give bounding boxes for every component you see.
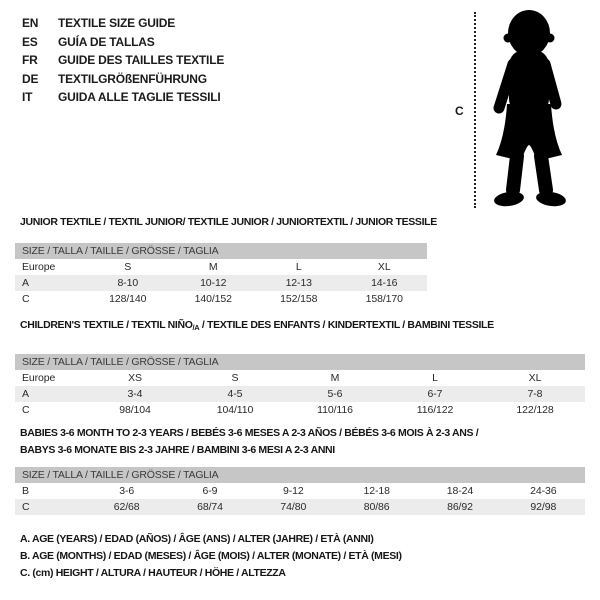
- section-title: [20, 318, 585, 335]
- footnote-a: A. AGE (YEARS) / EDAD (AÑOS) / ÂGE (ANS) / ALTER (JAHRE) / ETÀ (ANNI): [20, 533, 374, 545]
- value-cell: 6-9: [202, 485, 218, 497]
- language-code: FR: [22, 53, 38, 68]
- section-title-text: CHILDREN'S TEXTILE / TEXTIL NIÑO: [20, 319, 193, 331]
- value-cell: S: [231, 372, 239, 384]
- table-row: [15, 275, 427, 291]
- value-cell: 5-6: [327, 388, 343, 400]
- children-textile-section: [15, 318, 585, 418]
- table-row: [15, 483, 585, 499]
- value-cell: 104/110: [216, 404, 254, 416]
- language-title: TEXTILE SIZE GUIDE: [58, 16, 176, 31]
- table-row: [15, 259, 427, 275]
- footnote-legend: [20, 531, 402, 582]
- value-cell: 12-18: [363, 485, 390, 497]
- value-cell: 158/170: [365, 293, 403, 305]
- value-cell: 122/128: [516, 404, 554, 416]
- size-table: [15, 370, 585, 418]
- value-cell: 62/68: [113, 501, 140, 513]
- value-cell: XL: [377, 261, 391, 273]
- value-cell: 128/140: [109, 293, 147, 305]
- value-cell: 24-36: [530, 485, 557, 497]
- size-header-bar: SIZE / TALLA / TAILLE / GRÖSSE / TAGLIA: [15, 354, 585, 370]
- value-cell: 7-8: [527, 388, 543, 400]
- value-cell: 68/74: [197, 501, 223, 513]
- table-row: [15, 402, 585, 418]
- row-label-cell: A: [22, 388, 29, 400]
- table-row: [15, 291, 427, 307]
- value-cell: 6-7: [427, 388, 443, 400]
- language-code: ES: [22, 34, 38, 49]
- value-cell: M: [208, 261, 218, 273]
- value-cell: 86/92: [447, 501, 473, 513]
- baby-silhouette-icon: [482, 8, 574, 210]
- value-cell: L: [432, 372, 438, 384]
- language-title: GUÍA DE TALLAS: [58, 34, 155, 49]
- language-title: GUIDA ALLE TAGLIE TESSILI: [58, 90, 221, 105]
- language-code: IT: [22, 90, 33, 105]
- value-cell: XS: [128, 372, 142, 384]
- language-row-fr: [22, 51, 224, 70]
- row-label-cell: Europe: [22, 261, 56, 273]
- babies-textile-section: [15, 425, 585, 515]
- size-header-bar: SIZE / TALLA / TAILLE / GRÖSSE / TAGLIA: [15, 243, 427, 259]
- value-cell: 3-6: [119, 485, 135, 497]
- language-title: TEXTILGRÖßENFÜHRUNG: [58, 71, 207, 86]
- table-row: [15, 499, 585, 515]
- value-cell: 8-10: [117, 277, 139, 289]
- section-title-text: / TEXTILE DES ENFANTS / KINDERTEXTIL / BAMBINI TESSILE: [199, 319, 494, 331]
- section-title-line2: BABYS 3-6 MONATE BIS 2-3 JAHRE / BAMBINI 3-6 MESI A 2-3 ANNI: [20, 444, 335, 456]
- table-row: [15, 370, 585, 386]
- value-cell: 12-13: [285, 277, 312, 289]
- value-cell: 10-12: [200, 277, 227, 289]
- value-cell: M: [330, 372, 340, 384]
- height-measure-dotted-line: [474, 12, 476, 208]
- value-cell: 98/104: [119, 404, 151, 416]
- height-figure: [440, 0, 600, 218]
- height-measure-label: C: [455, 104, 464, 118]
- row-label-cell: C: [22, 501, 30, 513]
- value-cell: 3-4: [127, 388, 143, 400]
- footnote-b: B. AGE (MONTHS) / EDAD (MESES) / ÂGE (MOIS) / ALTER (MONATE) / ETÀ (MESI): [20, 550, 402, 562]
- row-label-cell: C: [22, 293, 30, 305]
- row-label-cell: Europe: [22, 372, 56, 384]
- value-cell: 74/80: [280, 501, 307, 513]
- language-title-list: [22, 14, 224, 107]
- size-table: [15, 259, 427, 307]
- value-cell: 14-16: [371, 277, 398, 289]
- footnote-c: C. (cm) HEIGHT / ALTURA / HAUTEUR / HÖHE / ALTEZZA: [20, 567, 286, 579]
- value-cell: 152/158: [280, 293, 318, 305]
- section-title-subscript: /A: [192, 323, 200, 332]
- size-header-bar: SIZE / TALLA / TAILLE / GRÖSSE / TAGLIA: [15, 467, 585, 483]
- value-cell: 92/98: [530, 501, 557, 513]
- junior-textile-section: [15, 215, 437, 307]
- row-label-cell: A: [22, 277, 29, 289]
- value-cell: S: [124, 261, 132, 273]
- row-label-cell: B: [22, 485, 29, 497]
- value-cell: XL: [528, 372, 542, 384]
- language-row-es: [22, 33, 224, 52]
- row-label-cell: C: [22, 404, 30, 416]
- language-title: GUIDE DES TAILLES TEXTILE: [58, 53, 225, 68]
- language-code: EN: [22, 16, 39, 31]
- section-title: [20, 425, 585, 459]
- language-code: DE: [22, 71, 39, 86]
- value-cell: 110/116: [317, 404, 353, 416]
- value-cell: 116/122: [416, 404, 454, 416]
- value-cell: 140/152: [194, 293, 232, 305]
- value-cell: 4-5: [227, 388, 243, 400]
- value-cell: 18-24: [446, 485, 474, 497]
- size-table: [15, 483, 585, 515]
- value-cell: 9-12: [283, 485, 304, 497]
- section-title: JUNIOR TEXTILE / TEXTIL JUNIOR/ TEXTILE JUNIOR / JUNIORTEXTIL / JUNIOR TESSILE: [20, 216, 437, 228]
- table-row: [15, 386, 585, 402]
- value-cell: 80/86: [363, 501, 390, 513]
- value-cell: L: [295, 261, 302, 273]
- language-row-de: [22, 70, 224, 89]
- language-row-en: [22, 14, 224, 33]
- language-row-it: [22, 88, 224, 107]
- section-title-line1: BABIES 3-6 MONTH TO 2-3 YEARS / BEBÉS 3-6 MESES A 2-3 AÑOS / BÉBÉS 3-6 MOIS À 2-3 ANS /: [20, 427, 479, 439]
